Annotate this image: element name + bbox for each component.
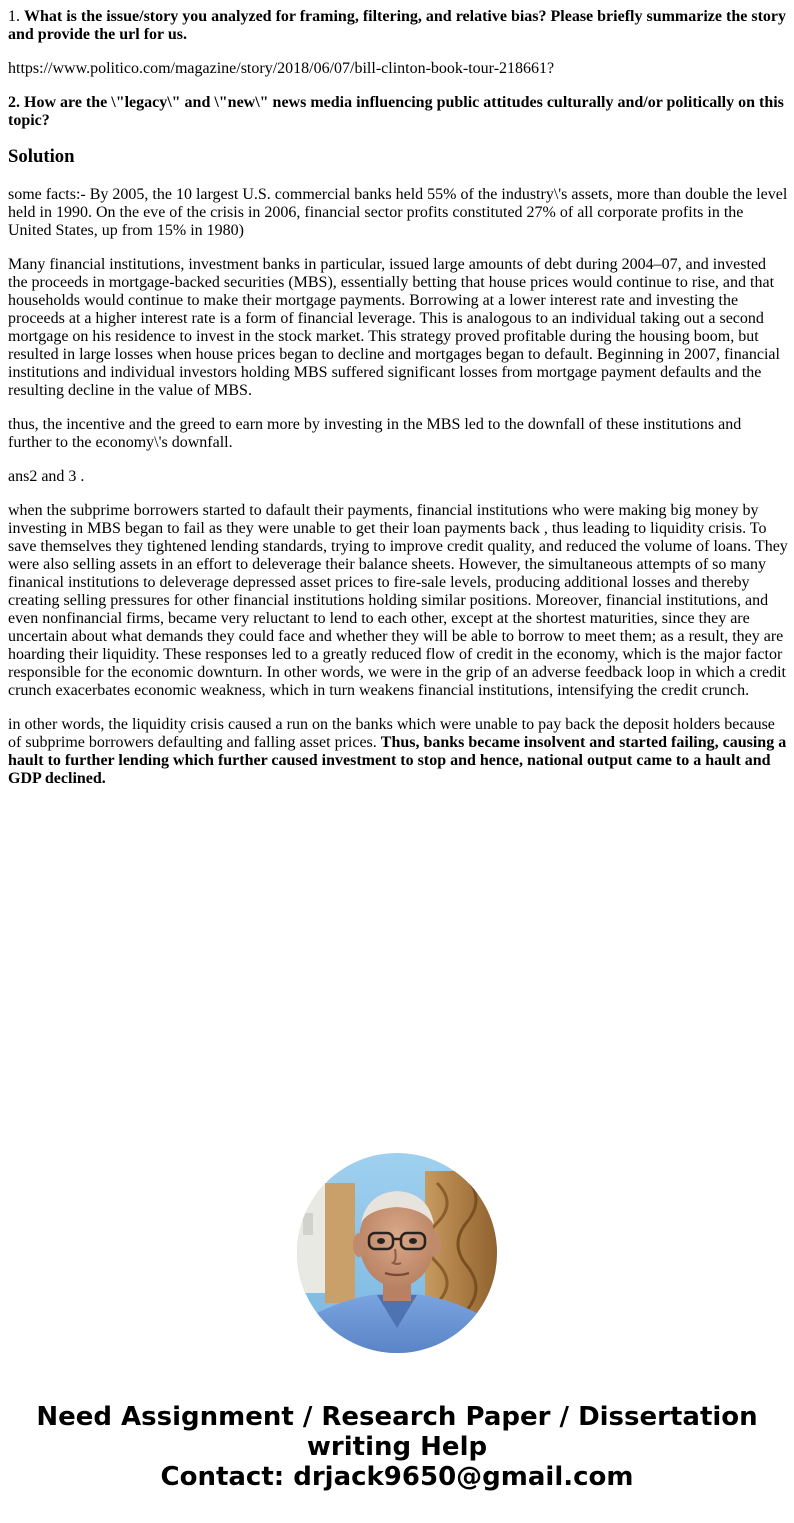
solution-paragraph-6 — [8, 716, 788, 788]
solution-paragraph-2: Many financial institutions, investment banks in particular, issued large amounts of debt during 2004–07, and invested the proceeds in mortgage-backed securities (MBS), essentially betting that house prices would continue to rise, and that households would continue to make their mortgage payments. Borrowing at a lower interest rate and investing the proceeds at a higher interest rate is a form of financial leverage. This is analogous to an individual taking out a second mortgage on his residence to invest in the stock market. This strategy proved profitable during the housing boom, but resulted in large losses when house prices began to decline and mortgages began to default. Beginning in 2007, financial institutions and individual investors holding MBS suffered significant losses from mortgage payment defaults and the resulting decline in the value of MBS. — [8, 256, 780, 399]
footer-contact-line: Contact: drjack9650@gmail.com — [160, 1462, 634, 1492]
solution-paragraph-5: when the subprime borrowers started to dafault their payments, financial institutions who were making big money by investing in MBS began to fail as they were unable to get their loan payments back , thus leading to liquidity crisis. To save themselves they tightened lending standards, trying to improve credit quality, and reduced the volume of loans. They were also selling assets in an effort to deleverage their balance sheets. However, the simultaneous attempts of so many finanical institutions to deleverage depressed asset prices to fire-sale levels, producing additional losses and thereby creating selling pressures for other financial institutions holding similar positions. Moreover, financial institutions, and even nonfinancial firms, became very reluctant to lend to each other, except at the shortest maturities, since they are uncertain about what demands they could face and whether they will be able to borrow to meet them; as a result, they are hoarding their liquidity. These responses led to a greatly reduced flow of credit in the economy, which is the major factor responsible for the economic downturn. In other words, we were in the grip of an adverse feedback loop in which a credit crunch exacerbates economic weakness, which in turn weakens financial institutions, intensifying the credit crunch. — [8, 502, 788, 699]
question-1-number: 1. — [8, 8, 24, 25]
question-2-text: 2. How are the \"legacy\" and \"new\" news media influencing public attitudes culturally and/or politically on this topic? — [8, 94, 784, 129]
author-avatar — [297, 1153, 497, 1353]
question-1 — [8, 8, 788, 44]
question-2 — [8, 94, 788, 130]
footer-advert — [0, 1402, 794, 1492]
solution-heading: Solution — [8, 146, 75, 167]
footer-line-1: Need Assignment / Research Paper / Dissertation — [36, 1402, 758, 1432]
solution-paragraph-6-bold: Thus, banks became insolvent and started failing, causing a hault to further lending which further caused investment to stop and hence, national output came to a hault and GDP declined. — [8, 734, 787, 787]
story-url: https://www.politico.com/magazine/story/2018/06/07/bill-clinton-book-tour-218661? — [8, 60, 555, 77]
footer-line-2: writing Help — [306, 1432, 488, 1462]
document-body — [8, 8, 788, 804]
author-portrait-image — [297, 1153, 497, 1353]
question-1-text: What is the issue/story you analyzed for framing, filtering, and relative bias? Please briefly summarize the story and provide the url for us. — [8, 8, 786, 43]
solution-paragraph-1: some facts:- By 2005, the 10 largest U.S. commercial banks held 55% of the industry\'s assets, more than double the level held in 1990. On the eve of the crisis in 2006, financial sector profits constituted 27% of all corporate profits in the United States, up from 15% in 1980) — [8, 186, 788, 239]
solution-paragraph-3: thus, the incentive and the greed to earn more by investing in the MBS led to the downfall of these institutions and further to the economy\'s downfall. — [8, 416, 742, 451]
solution-paragraph-4: ans2 and 3 . — [8, 468, 85, 485]
solution-paragraph-6-normal: in other words, the liquidity crisis caused a run on the banks which were unable to pay back the deposit holders because of subprime borrowers defaulting and falling asset prices. — [8, 716, 775, 751]
